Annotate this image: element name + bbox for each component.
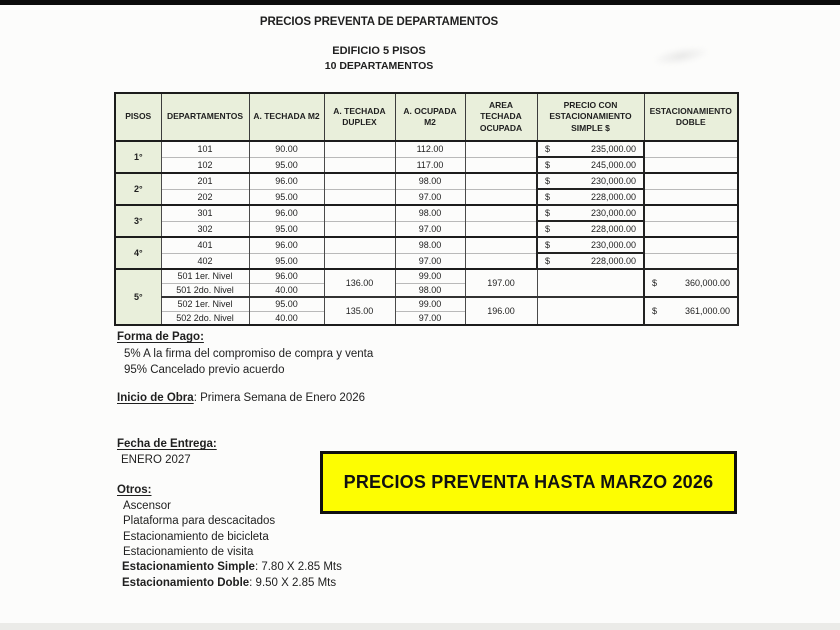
currency-symbol: $ [652, 278, 658, 288]
table-cell [537, 253, 644, 269]
table-cell: 40.00 [249, 311, 324, 325]
table-header-row [115, 93, 738, 141]
price-value: 235,000.00 [590, 144, 636, 154]
table-cell [324, 157, 395, 173]
prices-table [114, 92, 739, 326]
floor-label-cell: 3° [115, 205, 161, 237]
table-cell: 202 [161, 189, 249, 205]
price-value: 228,000.00 [590, 256, 636, 266]
price-value: 360,000.00 [684, 278, 730, 288]
table-cell: 98.00 [395, 173, 465, 189]
table-cell [465, 141, 537, 157]
heading-block [0, 16, 758, 72]
column-header: AREA TECHADA OCUPADA [465, 93, 537, 141]
estacionamiento-doble-label: Estacionamiento Doble [122, 577, 250, 589]
currency-symbol: $ [652, 306, 658, 316]
currency-symbol: $ [545, 176, 551, 186]
table-cell: 97.00 [395, 221, 465, 237]
currency-symbol: $ [545, 224, 551, 234]
inicio-de-obra-line [117, 392, 365, 404]
currency-symbol: $ [545, 240, 551, 250]
table-cell [537, 157, 644, 173]
table-cell [644, 189, 738, 205]
table-cell [465, 253, 537, 269]
table-cell: 97.00 [395, 311, 465, 325]
column-header: A. TECHADA DUPLEX [324, 93, 395, 141]
table-cell [537, 237, 644, 253]
forma-de-pago-heading: Forma de Pago: [117, 331, 204, 343]
column-header: A. TECHADA M2 [249, 93, 324, 141]
table-cell [324, 141, 395, 157]
table-cell [324, 173, 395, 189]
price-value: 230,000.00 [590, 208, 636, 218]
table-cell [465, 237, 537, 253]
table-cell [644, 253, 738, 269]
table-cell [324, 253, 395, 269]
price-value: 245,000.00 [590, 160, 636, 170]
table-cell [537, 297, 644, 325]
floor-label-cell: 4° [115, 237, 161, 269]
table-cell [537, 221, 644, 237]
table-cell: 95.00 [249, 297, 324, 311]
building-subtitle: EDIFICIO 5 PISOS [332, 45, 426, 57]
price-value: 361,000.00 [684, 306, 730, 316]
table-cell [465, 173, 537, 189]
price-value: 230,000.00 [590, 176, 636, 186]
table-cell [537, 205, 644, 221]
table-cell: 97.00 [395, 253, 465, 269]
payment-line: 95% Cancelado previo acuerdo [124, 364, 285, 376]
table-cell: 112.00 [395, 141, 465, 157]
table-cell: 98.00 [395, 283, 465, 297]
table-row [115, 269, 738, 283]
departments-subtitle: 10 DEPARTAMENTOS [324, 60, 434, 72]
table-cell [644, 297, 738, 325]
column-header: ESTACIONAMIENTO DOBLE [644, 93, 738, 141]
inicio-de-obra-label: Inicio de Obra [117, 392, 194, 404]
floor-label-cell: 2° [115, 173, 161, 205]
bottom-letterbox-bar [0, 623, 840, 630]
table-cell [465, 205, 537, 221]
table-cell: 402 [161, 253, 249, 269]
estacionamiento-doble-line [122, 577, 336, 589]
price-value: 230,000.00 [590, 240, 636, 250]
column-header: PISOS [115, 93, 161, 141]
estacionamiento-simple-label: Estacionamiento Simple [122, 561, 255, 573]
table-cell [465, 157, 537, 173]
floor-label-cell: 5° [115, 269, 161, 325]
table-cell [644, 237, 738, 253]
table-cell: 401 [161, 237, 249, 253]
table-cell: 96.00 [249, 237, 324, 253]
preventa-banner-text: PRECIOS PREVENTA HASTA MARZO 2026 [343, 472, 714, 492]
table-row [115, 189, 738, 205]
table-row [115, 237, 738, 253]
price-value: 228,000.00 [590, 224, 636, 234]
otros-heading: Otros: [117, 484, 152, 496]
table-row [115, 141, 738, 157]
otros-item: Estacionamiento de bicicleta [123, 531, 269, 543]
table-cell: 136.00 [324, 269, 395, 297]
table-cell: 501 2do. Nivel [161, 283, 249, 297]
fecha-de-entrega-heading: Fecha de Entrega: [117, 438, 217, 450]
otros-item: Estacionamiento de visita [123, 546, 254, 558]
table-cell: 302 [161, 221, 249, 237]
table-cell [324, 205, 395, 221]
estacionamiento-simple-line [122, 561, 342, 573]
table-cell: 90.00 [249, 141, 324, 157]
table-cell [324, 189, 395, 205]
table-row [115, 221, 738, 237]
table-row [115, 297, 738, 311]
page-title: PRECIOS PREVENTA DE DEPARTAMENTOS [259, 16, 499, 28]
estacionamiento-doble-value: : 9.50 X 2.85 Mts [249, 577, 337, 589]
otros-item: Ascensor [123, 500, 171, 512]
table-cell [324, 221, 395, 237]
table-cell [537, 173, 644, 189]
table-cell [644, 141, 738, 157]
table-cell: 502 2do. Nivel [161, 311, 249, 325]
table-body [115, 141, 738, 325]
payment-line: 5% A la firma del compromiso de compra y venta [124, 348, 374, 360]
table-cell: 301 [161, 205, 249, 221]
table-cell: 102 [161, 157, 249, 173]
table-cell: 97.00 [395, 189, 465, 205]
table-cell: 95.00 [249, 221, 324, 237]
table-cell [644, 173, 738, 189]
table-cell [324, 237, 395, 253]
currency-symbol: $ [545, 144, 551, 154]
table-cell [644, 221, 738, 237]
table-cell [644, 205, 738, 221]
column-header: DEPARTAMENTOS [161, 93, 249, 141]
table-cell [644, 269, 738, 297]
table-row [115, 157, 738, 173]
table-cell: 98.00 [395, 205, 465, 221]
table-row [115, 173, 738, 189]
inicio-de-obra-value: : Primera Semana de Enero 2026 [193, 392, 366, 404]
price-value: 228,000.00 [590, 192, 636, 202]
table-cell: 96.00 [249, 205, 324, 221]
column-header: PRECIO CON ESTACIONAMIENTO SIMPLE $ [537, 93, 644, 141]
estacionamiento-simple-value: : 7.80 X 2.85 Mts [254, 561, 342, 573]
currency-symbol: $ [545, 160, 551, 170]
table-cell: 40.00 [249, 283, 324, 297]
table-cell: 501 1er. Nivel [161, 269, 249, 283]
table-cell: 196.00 [465, 297, 537, 325]
table-cell [537, 141, 644, 157]
column-header: A. OCUPADA M2 [395, 93, 465, 141]
otros-item: Plataforma para descacitados [123, 515, 276, 527]
preventa-banner [320, 451, 737, 514]
table-cell: 96.00 [249, 269, 324, 283]
top-letterbox-bar [0, 0, 840, 5]
table-cell: 95.00 [249, 157, 324, 173]
currency-symbol: $ [545, 192, 551, 202]
table-cell: 99.00 [395, 297, 465, 311]
table-cell: 96.00 [249, 173, 324, 189]
table-cell: 201 [161, 173, 249, 189]
table-row [115, 205, 738, 221]
table-cell [644, 157, 738, 173]
currency-symbol: $ [545, 256, 551, 266]
floor-label-cell: 1° [115, 141, 161, 173]
table-cell [537, 189, 644, 205]
table-cell: 95.00 [249, 189, 324, 205]
table-cell [537, 269, 644, 297]
table-row [115, 253, 738, 269]
currency-symbol: $ [545, 208, 551, 218]
table-cell: 98.00 [395, 237, 465, 253]
fecha-de-entrega-value: ENERO 2027 [121, 454, 191, 466]
table-cell: 197.00 [465, 269, 537, 297]
table-cell: 95.00 [249, 253, 324, 269]
table-cell [465, 221, 537, 237]
table-cell: 99.00 [395, 269, 465, 283]
table-cell: 135.00 [324, 297, 395, 325]
table-cell: 502 1er. Nivel [161, 297, 249, 311]
table-cell: 117.00 [395, 157, 465, 173]
table-cell: 101 [161, 141, 249, 157]
table-cell [465, 189, 537, 205]
